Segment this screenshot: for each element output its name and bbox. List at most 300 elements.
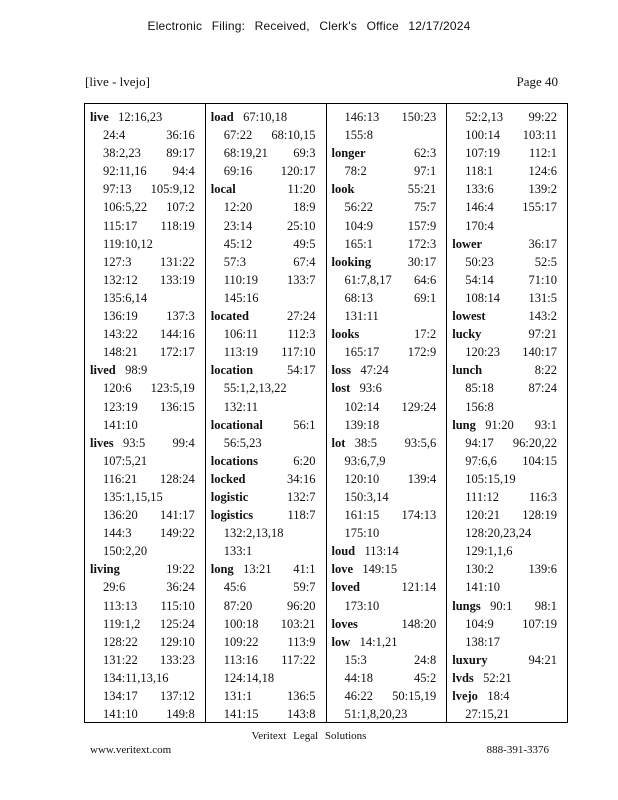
index-term: lost <box>331 381 351 396</box>
index-entry-continuation <box>332 398 447 416</box>
index-reference: 51:1,8,20,23 <box>344 707 408 722</box>
index-reference: 75:7 <box>414 200 437 215</box>
index-entry-continuation <box>211 271 326 289</box>
index-reference: 117:10 <box>281 345 316 360</box>
footer-website: www.veritext.com <box>90 744 172 756</box>
index-reference: 93:1 <box>534 417 557 432</box>
index-reference: 18:4 <box>487 689 510 703</box>
index-reference: 113:19 <box>223 345 259 360</box>
index-entry-continuation <box>211 651 326 669</box>
index-reference <box>287 379 326 397</box>
index-reference <box>147 361 204 379</box>
index-reference: 119:10,12 <box>103 236 153 251</box>
index-reference <box>379 307 446 325</box>
index-reference: 129:1,1,6 <box>465 544 513 559</box>
index-entry <box>452 651 567 669</box>
index-reference: 93:6 <box>359 381 382 396</box>
index-entry-continuation <box>211 325 326 343</box>
index-entry-continuation <box>452 560 567 578</box>
index-reference: 55:1,2,13,22 <box>223 381 287 396</box>
index-reference: 52:2,13 <box>465 110 504 124</box>
index-reference: 29:6 <box>103 580 126 595</box>
index-reference: 165:1 <box>344 236 373 251</box>
index-column-3 <box>327 104 448 722</box>
index-entry-continuation <box>211 578 326 596</box>
index-entry-continuation <box>452 198 567 216</box>
index-reference: 128:22 <box>103 634 138 649</box>
index-entry-continuation <box>452 542 567 560</box>
index-term: located <box>210 309 249 324</box>
index-reference <box>252 542 325 560</box>
index-entry-continuation <box>90 343 205 361</box>
index-reference <box>147 289 205 307</box>
index-reference: 165:17 <box>344 345 380 360</box>
index-reference: 52:5 <box>534 254 557 269</box>
index-reference: 12:20 <box>223 200 253 215</box>
index-reference: 113:14 <box>364 544 399 559</box>
index-reference: 145:16 <box>223 290 259 305</box>
index-term: local <box>210 182 236 197</box>
index-entry-continuation <box>90 578 205 596</box>
index-reference: 143:8 <box>287 707 316 722</box>
index-reference: 45:6 <box>223 580 246 595</box>
index-reference: 23:14 <box>223 218 253 233</box>
index-reference: 138:17 <box>465 634 500 649</box>
index-reference: 118:19 <box>160 218 195 233</box>
index-entry-continuation <box>211 253 326 271</box>
index-entry-continuation <box>211 198 326 216</box>
index-reference <box>379 597 446 615</box>
index-reference: 99:22 <box>528 110 557 124</box>
index-term: lived <box>90 363 116 378</box>
index-reference: 144:3 <box>103 526 132 541</box>
index-entry-continuation <box>211 434 326 452</box>
index-term: lowest <box>452 309 486 324</box>
index-reference: 133:6 <box>465 182 494 197</box>
index-reference: 113:13 <box>103 598 138 613</box>
index-reference: 68:19,21 <box>223 146 268 161</box>
index-entry-continuation <box>211 615 326 633</box>
index-reference: 104:9 <box>344 218 373 233</box>
index-entry-continuation <box>211 524 326 542</box>
index-reference: 137:3 <box>166 309 195 324</box>
index-reference: 135:6,14 <box>103 290 148 305</box>
index-reference: 118:7 <box>287 508 316 523</box>
index-reference <box>389 361 446 379</box>
index-entry-continuation <box>452 126 567 144</box>
index-reference: 50:23 <box>465 254 494 269</box>
index-reference: 128:20,23,24 <box>465 526 532 541</box>
index-entry-continuation <box>332 108 447 126</box>
index-entry-continuation <box>90 542 205 560</box>
index-reference: 143:2 <box>528 309 557 324</box>
index-entry-continuation <box>90 180 205 198</box>
index-term: lvds <box>452 670 474 685</box>
index-reference: 56:1 <box>293 417 316 432</box>
index-reference: 106:11 <box>223 327 259 342</box>
index-column-2 <box>206 104 327 722</box>
index-entry-continuation <box>452 398 567 416</box>
index-entry-continuation <box>452 180 567 198</box>
index-entry <box>211 307 326 325</box>
index-reference: 98:1 <box>534 598 557 613</box>
index-reference: 118:1 <box>465 164 494 179</box>
index-reference: 103:11 <box>522 128 557 143</box>
index-reference: 121:14 <box>401 580 437 595</box>
index-reference: 150:2,20 <box>103 544 148 559</box>
index-reference: 91:20 <box>485 417 514 432</box>
index-reference: 148:20 <box>401 616 437 631</box>
index-entry <box>90 434 205 452</box>
index-reference: 107:5,21 <box>103 453 148 468</box>
index-reference: 87:20 <box>223 598 253 613</box>
index-entry-continuation <box>211 597 326 615</box>
index-entry-continuation <box>332 597 447 615</box>
index-reference <box>510 687 567 705</box>
index-term: loud <box>331 544 356 559</box>
index-reference: 105:9,12 <box>150 182 195 197</box>
index-reference: 55:21 <box>407 182 437 197</box>
index-reference: 109:22 <box>223 634 259 649</box>
index-reference: 133:7 <box>287 272 316 287</box>
index-entry-continuation <box>332 705 447 722</box>
index-reference: 97:21 <box>528 327 557 342</box>
filing-header: Electronic Filing: Received, Clerk's Office 12/17/2024 <box>147 19 471 33</box>
index-reference: 161:15 <box>344 508 380 523</box>
index-term: locations <box>210 453 258 468</box>
index-reference: 172:3 <box>407 236 437 251</box>
index-entry-continuation <box>332 217 447 235</box>
index-entry-continuation <box>211 217 326 235</box>
index-reference: 105:15,19 <box>465 471 516 486</box>
index-entry <box>211 108 326 126</box>
index-reference: 136:5 <box>287 689 316 703</box>
index-reference: 15:3 <box>344 652 367 667</box>
index-reference: 174:13 <box>401 508 437 523</box>
index-reference: 12:16,23 <box>118 110 163 124</box>
index-column-4 <box>447 104 567 722</box>
index-reference: 47:24 <box>360 363 389 378</box>
index-reference: 136:15 <box>160 399 195 414</box>
index-reference: 127:3 <box>103 254 132 269</box>
index-reference: 107:19 <box>522 616 557 631</box>
index-reference: 69:3 <box>293 146 316 161</box>
index-reference: 123:19 <box>103 399 138 414</box>
index-reference <box>399 542 446 560</box>
index-reference <box>274 669 325 687</box>
index-reference <box>163 488 205 506</box>
page-number: Page 40 <box>516 74 558 89</box>
index-reference: 54:14 <box>465 272 494 287</box>
index-entry-continuation <box>90 506 205 524</box>
index-reference: 44:18 <box>344 670 373 685</box>
index-entry <box>332 542 447 560</box>
footer-company: Veritext Legal Solutions <box>251 730 367 742</box>
index-reference <box>494 398 567 416</box>
index-reference: 38:5 <box>354 435 377 450</box>
index-entry <box>211 452 326 470</box>
index-reference: 139:6 <box>528 562 557 577</box>
index-reference: 115:17 <box>103 218 138 233</box>
index-entry-continuation <box>90 488 205 506</box>
index-entry-continuation <box>211 379 326 397</box>
index-reference: 94:4 <box>172 164 195 179</box>
index-reference: 120:21 <box>465 508 500 523</box>
index-reference <box>494 217 567 235</box>
index-reference: 102:14 <box>344 399 380 414</box>
index-reference: 175:10 <box>344 526 380 541</box>
index-reference: 107:2 <box>166 200 195 215</box>
index-reference <box>147 452 205 470</box>
index-reference: 64:6 <box>414 272 437 287</box>
index-reference <box>287 108 325 126</box>
index-reference: 141:15 <box>223 707 259 722</box>
index-reference: 129:24 <box>401 399 437 414</box>
index-entry <box>452 325 567 343</box>
index-entry-continuation <box>211 162 326 180</box>
index-entry-continuation <box>452 271 567 289</box>
index-reference: 150:23 <box>401 110 437 124</box>
index-reference: 110:19 <box>223 272 259 287</box>
index-reference: 128:19 <box>522 508 557 523</box>
index-entry-continuation <box>90 470 205 488</box>
index-entry-continuation <box>452 253 567 271</box>
index-entry <box>211 506 326 524</box>
index-entry-continuation <box>211 705 326 722</box>
index-entry-continuation <box>90 651 205 669</box>
index-entry-continuation <box>211 669 326 687</box>
index-reference: 52:21 <box>483 670 512 685</box>
index-term: lucky <box>452 327 482 342</box>
index-entry-continuation <box>90 325 205 343</box>
index-entry-continuation <box>452 488 567 506</box>
index-reference: 78:2 <box>344 164 367 179</box>
index-entry <box>211 470 326 488</box>
index-reference: 34:16 <box>287 471 316 486</box>
index-entry <box>332 144 447 162</box>
index-reference: 139:2 <box>528 182 557 197</box>
index-reference: 139:4 <box>407 471 437 486</box>
index-reference <box>258 398 325 416</box>
index-reference: 157:9 <box>407 218 437 233</box>
index-term: looking <box>331 254 372 269</box>
index-entry-continuation <box>332 687 447 705</box>
index-reference: 56:22 <box>344 200 373 215</box>
index-entry-continuation <box>332 343 447 361</box>
index-entry-continuation <box>90 687 205 705</box>
index-reference: 148:21 <box>103 345 138 360</box>
index-reference: 132:7 <box>287 489 316 504</box>
index-reference: 132:11 <box>223 399 259 414</box>
index-reference: 93:6,7,9 <box>344 453 386 468</box>
index-reference: 56:5,23 <box>223 435 262 450</box>
index-reference: 133:1 <box>223 544 253 559</box>
index-reference: 98:9 <box>125 363 148 378</box>
index-entry-continuation <box>332 198 447 216</box>
index-entry <box>452 235 567 253</box>
index-reference: 27:24 <box>287 309 316 324</box>
index-term: living <box>90 562 120 577</box>
index-reference: 120:17 <box>280 164 316 179</box>
index-reference: 27:15,21 <box>465 707 510 722</box>
index-reference: 13:21 <box>243 562 272 577</box>
page-range: [live - lvejo] <box>85 74 150 89</box>
index-term: live <box>90 110 109 124</box>
index-reference: 116:21 <box>103 471 138 486</box>
index-entry-continuation <box>452 524 567 542</box>
index-reference: 172:17 <box>160 345 195 360</box>
index-reference: 108:14 <box>465 290 500 305</box>
index-reference: 96:20,22 <box>512 435 557 450</box>
index-reference: 97:1 <box>414 164 437 179</box>
index-entry-continuation <box>90 615 205 633</box>
index-entry <box>211 488 326 506</box>
index-reference: 71:10 <box>528 272 557 287</box>
index-entry <box>332 560 447 578</box>
index-term: locked <box>210 471 246 486</box>
index-reference: 96:20 <box>287 598 316 613</box>
index-entry-continuation <box>452 379 567 397</box>
index-reference: 131:22 <box>160 254 195 269</box>
index-reference <box>138 416 205 434</box>
index-reference: 90:1 <box>490 598 513 613</box>
index-entry-continuation <box>452 108 567 126</box>
index-entry-continuation <box>452 506 567 524</box>
index-entry <box>332 578 447 596</box>
index-column-1 <box>85 104 206 722</box>
index-reference: 61:7,8,17 <box>344 272 392 287</box>
index-entry <box>211 416 326 434</box>
index-reference: 144:16 <box>160 327 195 342</box>
index-entry <box>332 615 447 633</box>
index-reference <box>162 108 205 126</box>
index-reference: 100:18 <box>223 616 259 631</box>
index-reference: 117:22 <box>281 652 316 667</box>
index-reference: 120:23 <box>465 345 500 360</box>
index-reference: 89:17 <box>166 146 195 161</box>
index-entry-continuation <box>452 633 567 651</box>
index-reference: 59:7 <box>293 580 316 595</box>
index-reference: 111:12 <box>465 489 500 504</box>
index-entry-continuation <box>90 253 205 271</box>
index-reference: 155:17 <box>522 200 557 215</box>
index-entry <box>211 560 326 578</box>
index-reference: 106:5,22 <box>103 200 148 215</box>
index-entry-continuation <box>211 126 326 144</box>
index-entry-continuation <box>211 235 326 253</box>
index-entry <box>452 669 567 687</box>
index-reference: 141:10 <box>103 417 138 432</box>
index-reference: 69:16 <box>223 164 253 179</box>
index-reference: 97:13 <box>103 182 132 197</box>
index-entry-continuation <box>452 144 567 162</box>
index-reference <box>385 452 446 470</box>
index-reference: 113:9 <box>287 634 316 649</box>
index-reference: 54:17 <box>287 363 316 378</box>
index-reference: 25:10 <box>287 218 316 233</box>
index-entry-continuation <box>211 542 326 560</box>
index-reference: 133:19 <box>160 272 195 287</box>
index-reference: 172:9 <box>407 345 437 360</box>
index-entry-continuation <box>332 524 447 542</box>
index-reference: 150:3,14 <box>344 489 389 504</box>
index-reference <box>407 705 446 722</box>
index-entry-continuation <box>211 289 326 307</box>
index-entry <box>332 361 447 379</box>
index-reference <box>153 235 205 253</box>
index-reference: 134:11,13,16 <box>103 670 169 685</box>
index-reference <box>500 633 567 651</box>
index-reference <box>397 633 446 651</box>
index-entry-continuation <box>90 198 205 216</box>
index-reference: 46:22 <box>344 689 373 703</box>
index-entry <box>452 361 567 379</box>
footer-phone: 888-391-3376 <box>486 744 549 756</box>
index-reference: 24:8 <box>414 652 437 667</box>
index-entry <box>452 687 567 705</box>
index-reference <box>262 434 326 452</box>
index-reference <box>516 470 567 488</box>
index-reference: 119:1,2 <box>103 616 141 631</box>
index-reference <box>500 578 567 596</box>
index-entry-continuation <box>452 162 567 180</box>
index-reference: 100:14 <box>465 128 500 143</box>
index-term: locational <box>210 417 263 432</box>
index-reference: 137:12 <box>160 689 195 703</box>
index-reference <box>283 524 325 542</box>
index-entry <box>452 597 567 615</box>
index-reference: 170:4 <box>465 218 494 233</box>
index-reference: 93:5 <box>122 435 146 450</box>
index-reference: 36:16 <box>166 128 195 143</box>
index-entry-continuation <box>90 416 205 434</box>
index-entry <box>452 307 567 325</box>
index-entry-continuation <box>211 687 326 705</box>
index-entry <box>90 560 205 578</box>
index-reference: 131:22 <box>103 652 138 667</box>
index-reference: 14:1,21 <box>359 634 398 649</box>
index-reference: 18:9 <box>293 200 316 215</box>
index-reference: 146:4 <box>465 200 494 215</box>
index-reference <box>258 289 325 307</box>
index-reference: 146:13 <box>344 110 380 124</box>
index-entry-continuation <box>90 144 205 162</box>
index-reference <box>512 669 567 687</box>
index-term: logistics <box>210 508 254 523</box>
index-term: lunch <box>452 363 483 378</box>
index-reference: 97:6,6 <box>465 453 497 468</box>
index-reference: 123:5,19 <box>150 381 195 396</box>
index-term: lives <box>90 435 114 450</box>
index-reference: 67:22 <box>223 128 253 143</box>
index-reference: 120:10 <box>344 471 380 486</box>
index-entry-continuation <box>332 271 447 289</box>
index-entry-continuation <box>211 633 326 651</box>
index-reference: 94:17 <box>465 435 494 450</box>
index-reference: 68:10,15 <box>271 128 316 143</box>
index-reference: 120:6 <box>103 381 132 396</box>
index-entry-continuation <box>452 615 567 633</box>
index-term: luxury <box>452 652 488 667</box>
index-reference: 131:1 <box>223 689 253 703</box>
index-entry-continuation <box>452 452 567 470</box>
index-entry-continuation <box>332 235 447 253</box>
index-reference: 36:17 <box>528 236 557 251</box>
index-reference: 129:10 <box>160 634 195 649</box>
index-entry-continuation <box>452 217 567 235</box>
index-entry-continuation <box>332 669 447 687</box>
index-reference <box>379 524 446 542</box>
